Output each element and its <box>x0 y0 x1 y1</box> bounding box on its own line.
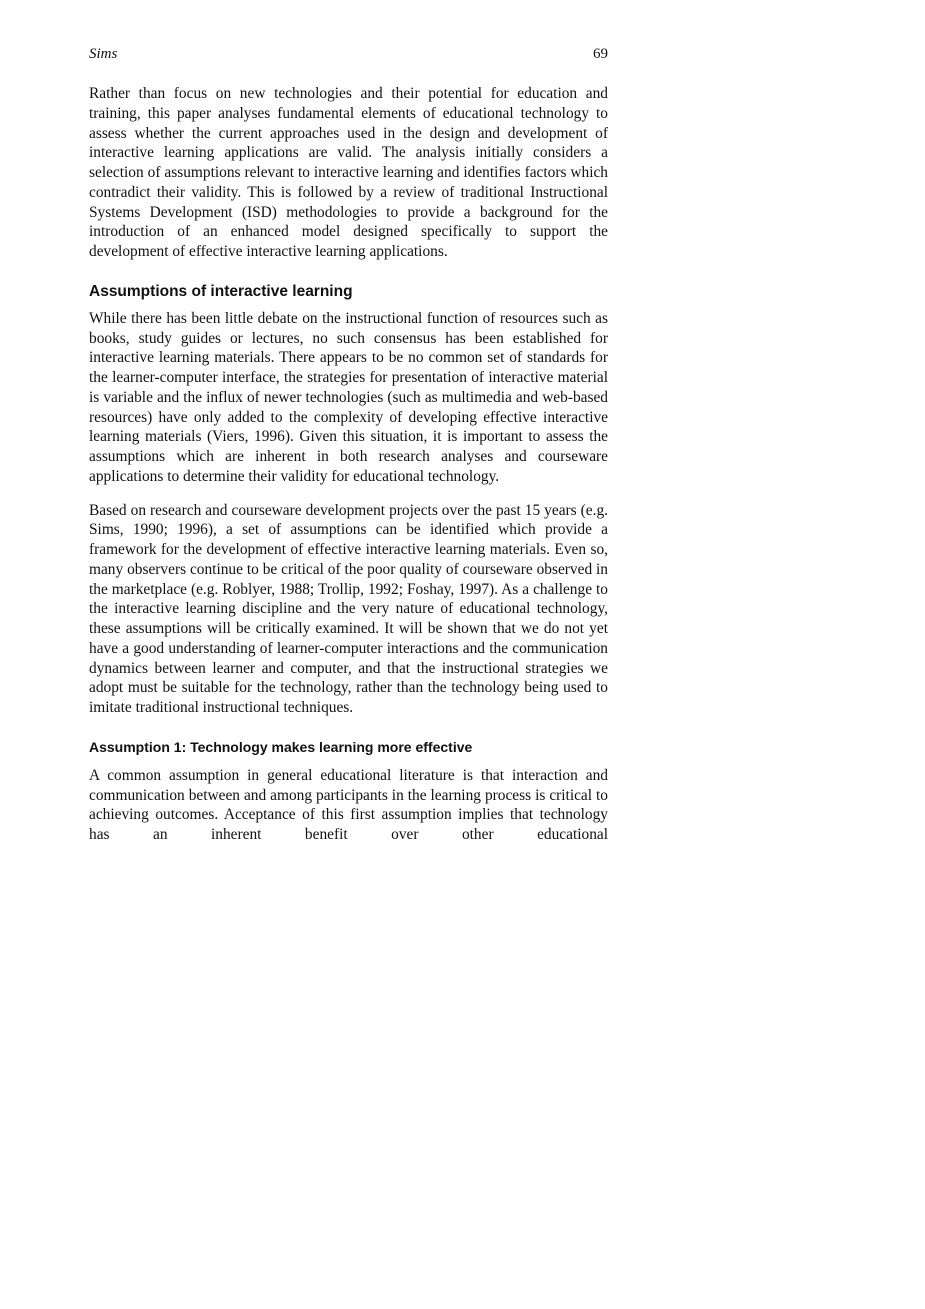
subsection-paragraph: A common assumption in general educational literature is that interaction and communication between and among participants in the learning process is critical to achieving outcomes. Acceptance of this first assumption implies that technology has an inherent benefit over other educational <box>89 766 608 843</box>
running-head <box>89 44 608 64</box>
running-head-author: Sims <box>89 46 118 62</box>
section-heading: Assumptions of interactive learning <box>89 282 353 300</box>
section-paragraph-1: While there has been little debate on the instructional function of resources such as books, study guides or lectures, no such consensus has been established for interactive learning materials. There appears to be no common set of standards for the learner-computer interface, the strategies for presentation of interactive material is variable and the influx of newer technologies (such as multimedia and web-based resources) have only added to the complexity of developing effective interactive learning materials (Viers, 1996). Given this situation, it is important to assess the assumptions which are inherent in both research analyses and courseware applications to determine their validity for educational technology. <box>89 309 608 485</box>
section-paragraph-2: Based on research and courseware development projects over the past 15 years (e.g. Sims, 1990; 1996), a set of assumptions can be identified which provide a framework for the development of effective interactive learning materials. Even so, many observers continue to be critical of the poor quality of courseware observed in the marketplace (e.g. Roblyer, 1988; Trollip, 1992; Foshay, 1997). As a challenge to the interactive learning discipline and the very nature of educational technology, these assumptions will be critically examined. It will be shown that we do not yet have a good understanding of learner-computer interactions and the communication dynamics between learner and computer, and that the instructional strategies we adopt must be suitable for the technology, rather than the technology being used to imitate traditional instructional techniques. <box>89 501 608 716</box>
page-number: 69 <box>593 46 608 62</box>
intro-paragraph: Rather than focus on new technologies and their potential for education and training, this paper analyses fundamental elements of educational technology to assess whether the current approaches used in the design and development of interactive learning applications are valid. The analysis initially considers a selection of assumptions relevant to interactive learning and identifies factors which contradict their validity. This is followed by a review of traditional Instructional Systems Development (ISD) methodologies to provide a background for the introduction of an enhanced model designed specifically to support the development of effective interactive learning applications. <box>89 85 608 260</box>
subsection-heading: Assumption 1: Technology makes learning more effective <box>89 738 473 755</box>
paper-page <box>89 44 608 859</box>
